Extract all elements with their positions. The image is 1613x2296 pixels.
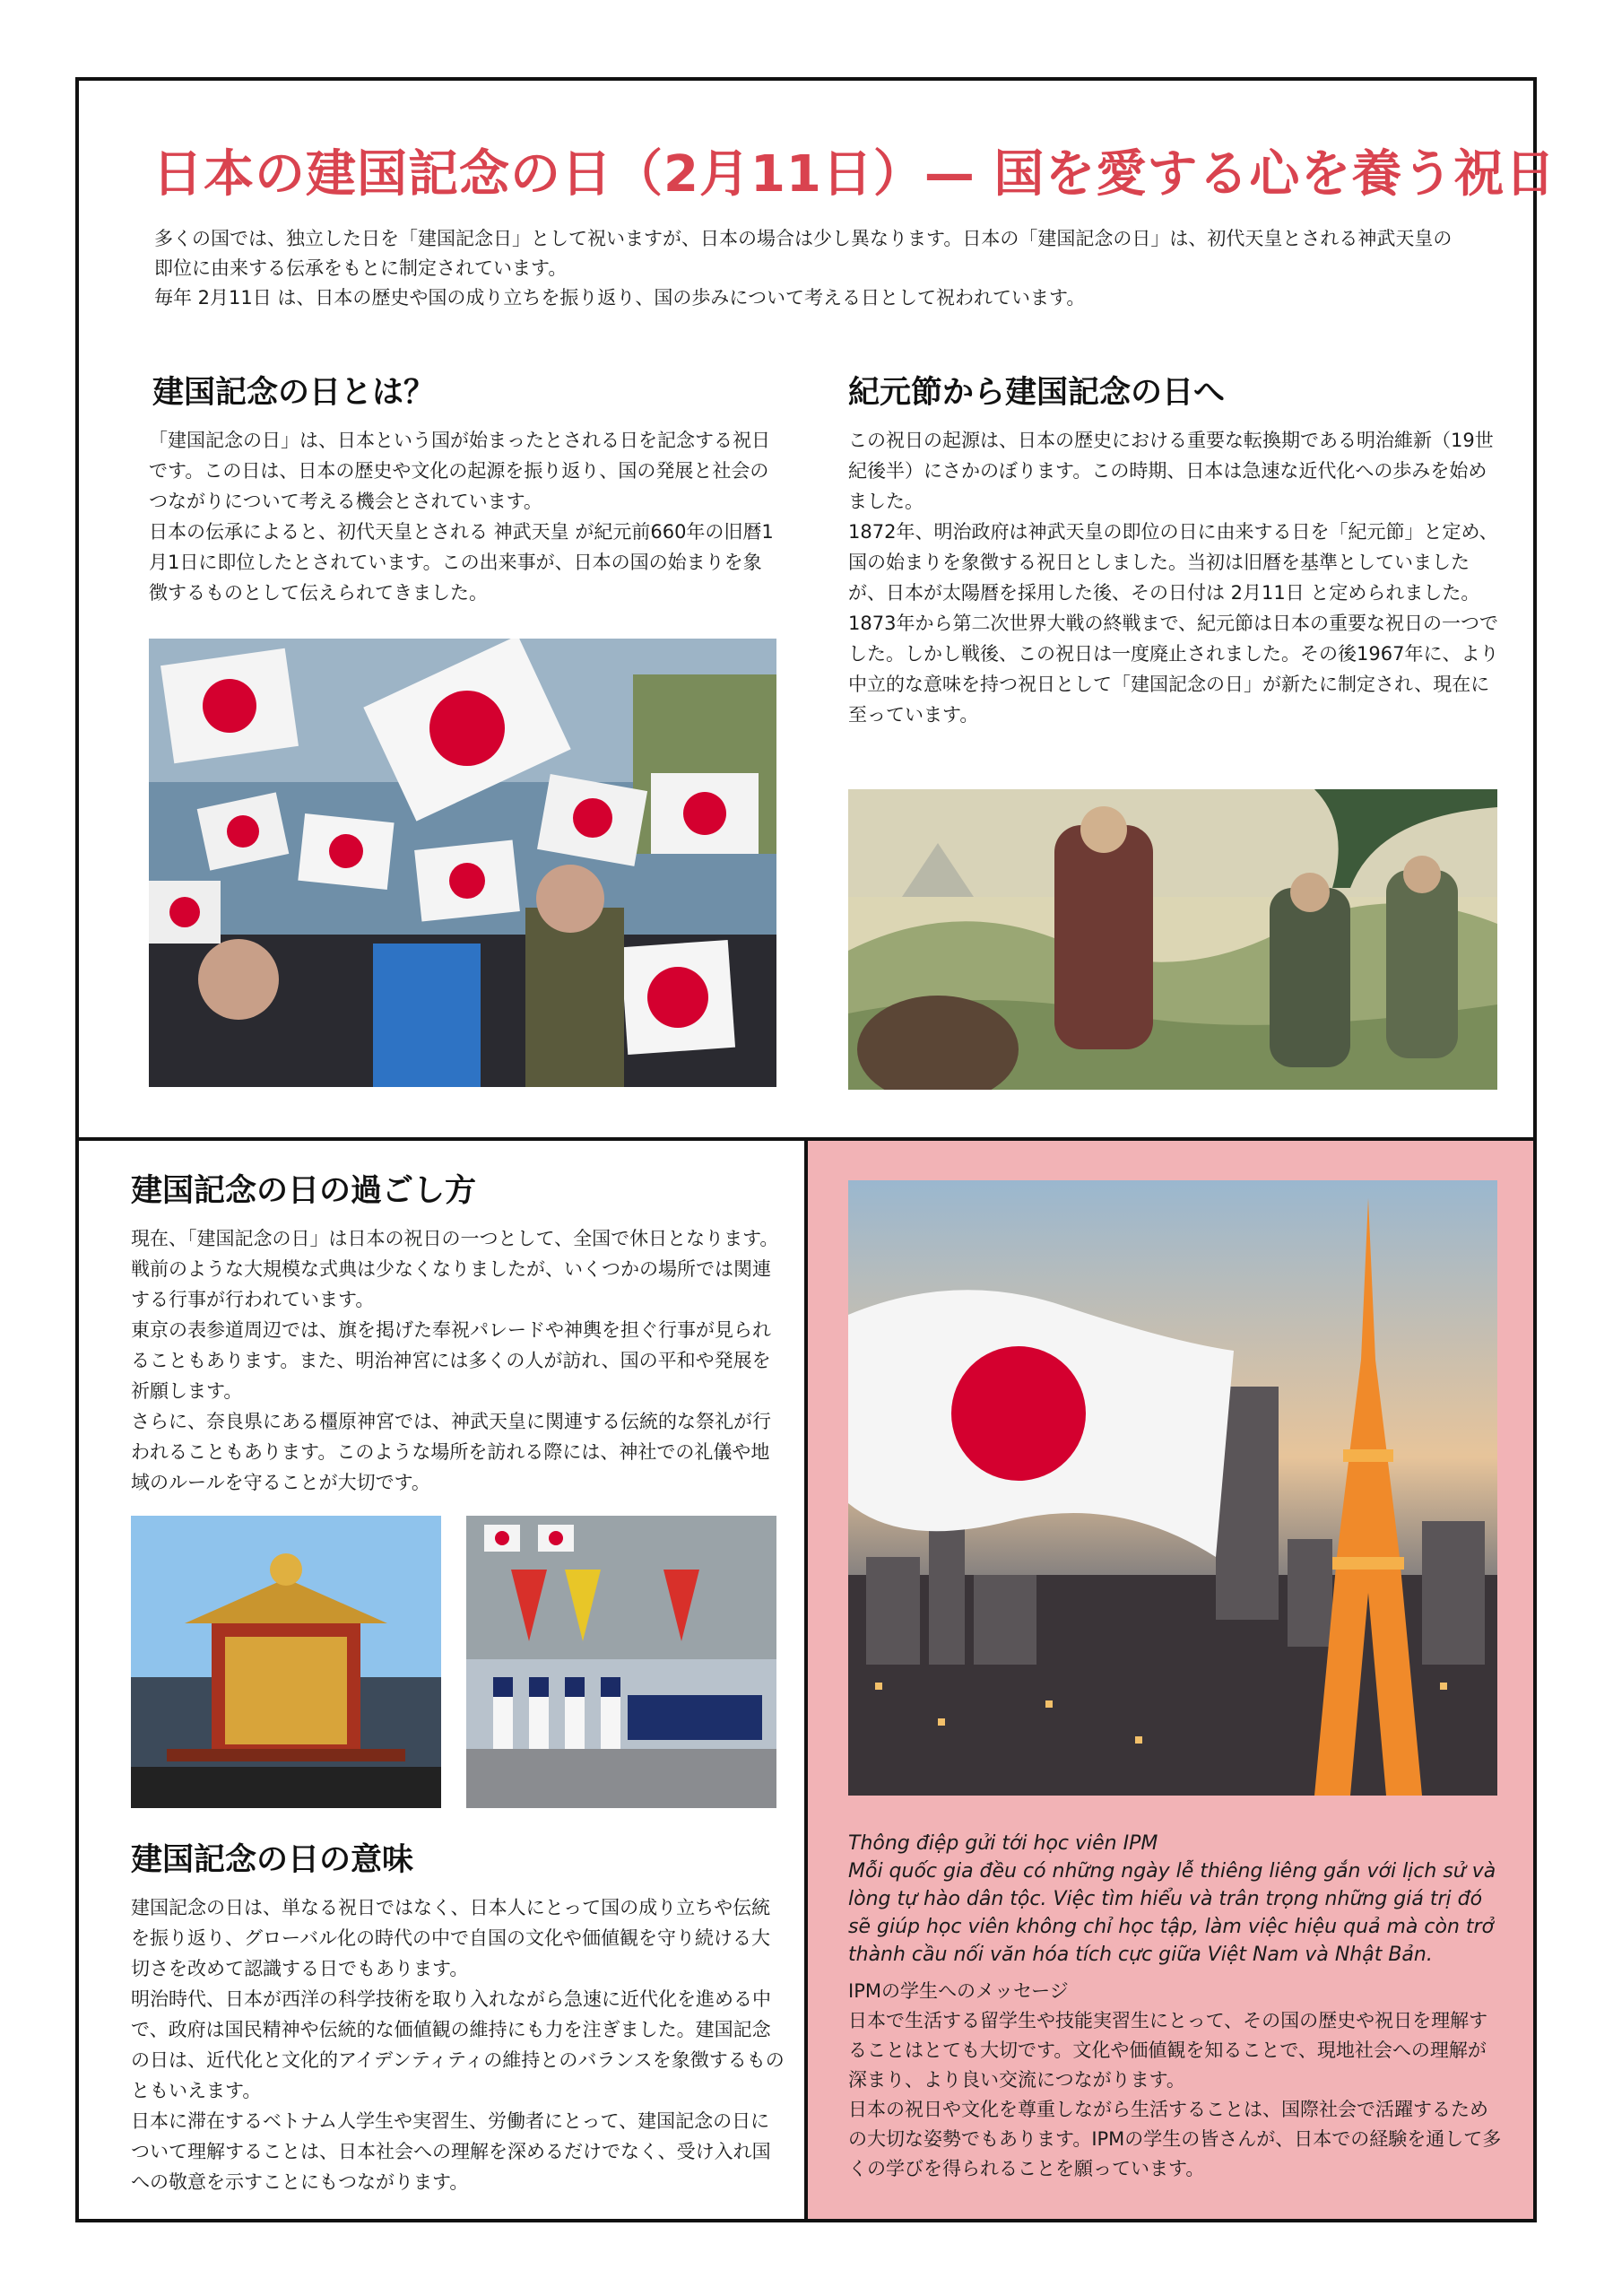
paragraph: 1872年、明治政府は神武天皇の即位の日に由来する日を「紀元節」と定め、国の始まりを象徴する祝日としました。当初は旧暦を基準としていましたが、日本が太陽暦を採用した後、その日付は 2月11日 と定められました。	[848, 521, 1498, 604]
paragraph: 1873年から第二次世界大戦の終戦まで、紀元節は日本の重要な祝日の一つでした。しかし戦後、この祝日は一度廃止されました。その後1967年に、より中立的な意味を持つ祝日として「建国記念の日」が新たに制定され、現在に至っています。	[848, 613, 1499, 726]
section-title-meaning: 建国記念の日の意味	[131, 1842, 414, 1878]
ukiyoe-illustration	[848, 789, 1497, 1090]
photo-jimmu-painting	[848, 789, 1497, 1090]
paragraph: 明治時代、日本が西洋の科学技術を取り入れながら急速に近代化を進める中で、政府は国民精神や伝統的な価値観の維持にも力を注ぎました。建国記念の日は、近代化と文化的アイデンティティの維持とのバランスを象徴するものともいえます。	[131, 1988, 785, 2101]
message-jp-title: IPMの学生へのメッセージ	[848, 1980, 1069, 2002]
message-vn-title: Thông điệp gửi tới học viên IPM	[848, 1832, 1158, 1855]
message-jp-paragraph: 日本の祝日や文化を尊重しながら生活することは、国際社会で活躍するための大切な姿勢でもあります。IPMの学生の皆さんが、日本での経験を通して多くの学びを得られることを願っています。	[848, 2099, 1502, 2179]
photo-mikoshi	[131, 1516, 441, 1808]
section-title-about: 建国記念の日とは？	[152, 375, 436, 411]
section-text-how-to-spend	[131, 1223, 785, 1498]
paragraph: 建国記念の日は、単なる祝日ではなく、日本人にとって国の成り立ちや伝統を振り返り、グローバル化の時代の中で自国の文化や価値観を守り続ける大切さを改めて認識する日でもあります。	[131, 1897, 771, 1979]
message-japanese	[848, 1977, 1503, 2184]
paragraph: 日本に滞在するベトナム人学生や実習生、労働者にとって、建国記念の日について理解することは、日本社会への理解を深めるだけでなく、受け入れ国への敬意を示すことにもつながります。	[131, 2110, 771, 2193]
section-text-meaning	[131, 1892, 785, 2197]
mikoshi-illustration	[131, 1516, 441, 1808]
photo-tokyo-tower	[848, 1180, 1497, 1796]
page-title: 日本の建国記念の日（2月11日）— 国を愛する心を養う祝日	[152, 145, 1557, 204]
photo-flag-crowd	[149, 639, 776, 1087]
paragraph: 東京の表参道周辺では、旗を掲げた奉祝パレードや神輿を担ぐ行事が見られることもあります。また、明治神宮には多くの人が訪れ、国の平和や発展を祈願します。	[131, 1319, 771, 1402]
message-vn-body: Mỗi quốc gia đều có những ngày lễ thiêng liêng gắn với lịch sử và lòng tự hào dân tộc. Việc tìm hiểu và trân trọng những giá trị đó sẽ giúp học viên không chỉ học tập, làm việc hiệu quả mà còn trở thành cầu nối văn hóa tích cực giữa Việt Nam và Nhật Bản.	[848, 1860, 1496, 1966]
paragraph: この祝日の起源は、日本の歴史における重要な転換期である明治維新（19世紀後半）にさかのぼります。この時期、日本は急速な近代化への歩みを始めました。	[848, 430, 1494, 512]
paragraph: 現在、「建国記念の日」は日本の祝日の一つとして、全国で休日となります。戦前のような大規模な式典は少なくなりましたが、いくつかの場所では関連する行事が行われています。	[131, 1228, 779, 1310]
section-title-how-to-spend: 建国記念の日の過ごし方	[131, 1173, 477, 1209]
section-title-history: 紀元節から建国記念の日へ	[848, 375, 1226, 411]
tokyo-tower-illustration	[848, 1180, 1497, 1796]
intro-paragraph: 毎年 2月11日 は、日本の歴史や国の成り立ちを振り返り、国の歩みについて考える日として祝われています。	[154, 287, 1086, 309]
intro-paragraph: 多くの国では、独立した日を「建国記念日」として祝いますが、日本の場合は少し異なります。日本の「建国記念の日」は、初代天皇とされる神武天皇の即位に由来する伝承をもとに制定されています。	[154, 228, 1453, 279]
paragraph: さらに、奈良県にある橿原神宮では、神武天皇に関連する伝統的な祭礼が行われることもあります。このような場所を訪れる際には、神社での礼儀や地域のルールを守ることが大切です。	[131, 1411, 771, 1493]
section-text-about	[149, 425, 776, 608]
message-jp-paragraph: 日本で生活する留学生や技能実習生にとって、その国の歴史や祝日を理解することはとても大切です。文化や価値観を知ることで、現地社会への理解が深まり、より良い交流につながります。	[848, 2010, 1488, 2091]
paragraph: 日本の伝承によると、初代天皇とされる 神武天皇 が紀元前660年の旧暦1月1日に即位したとされています。この出来事が、日本の国の始まりを象徴するものとして伝えられてきました。	[149, 521, 774, 604]
paragraph: 「建国記念の日」は、日本という国が始まったとされる日を記念する祝日です。この日は、日本の歴史や文化の起源を振り返り、国の発展と社会のつながりについて考える機会とされています。	[149, 430, 770, 512]
message-vietnamese	[848, 1830, 1503, 1969]
photo-parade	[466, 1516, 776, 1808]
crowd-flags-illustration	[149, 639, 776, 1087]
section-text-history	[848, 425, 1503, 730]
parade-illustration	[466, 1516, 776, 1808]
intro-text	[154, 224, 1463, 313]
